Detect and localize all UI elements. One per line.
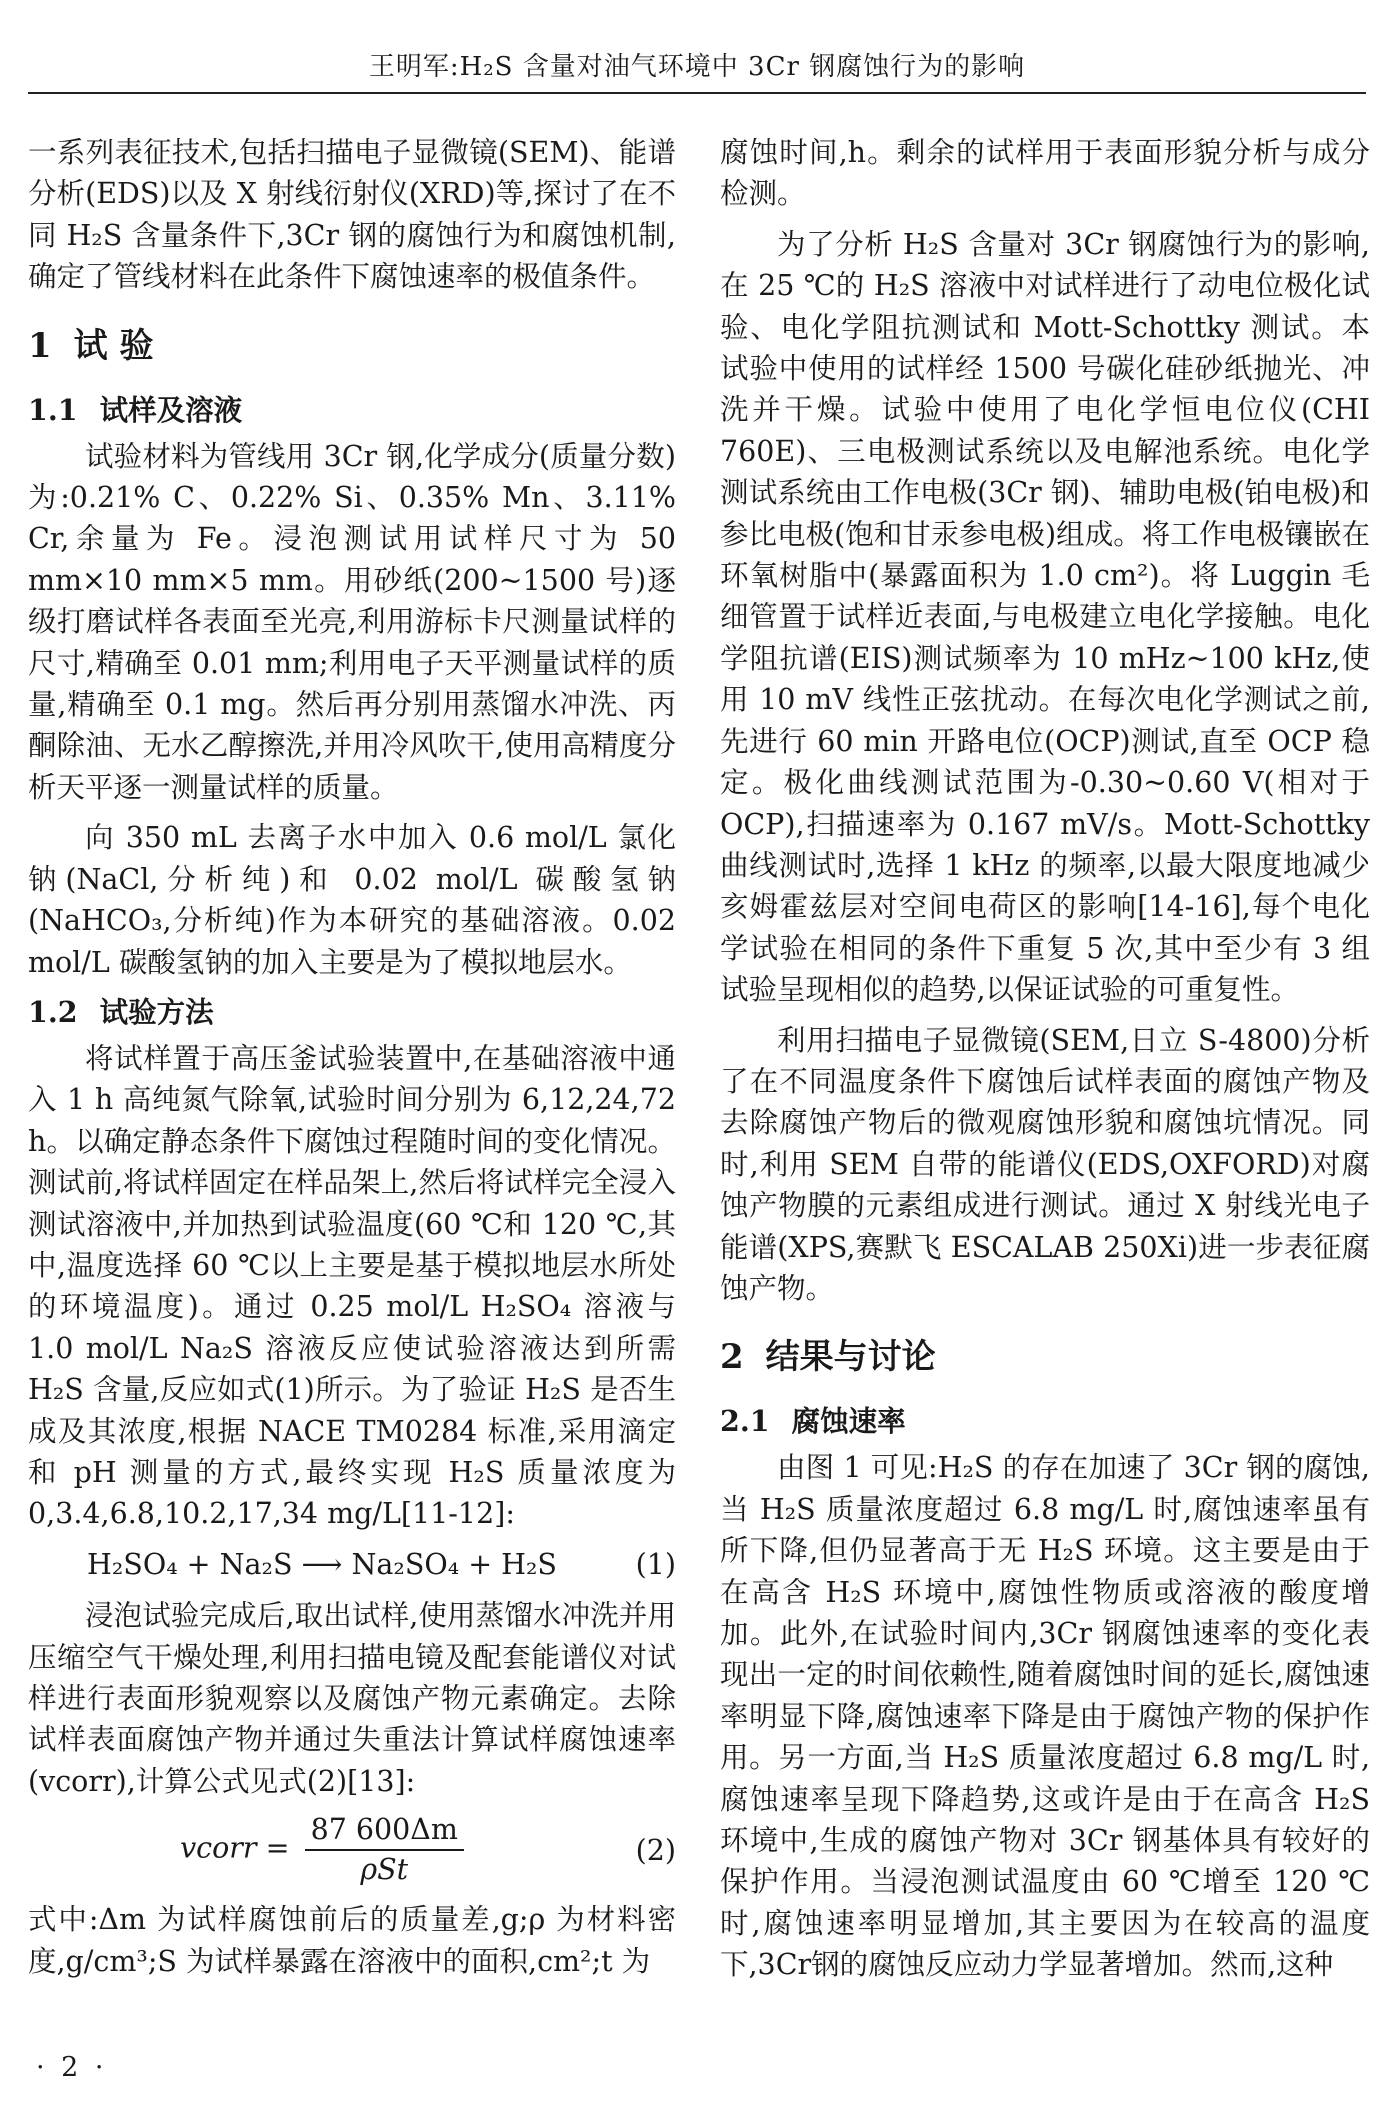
running-title: 王明军:H₂S 含量对油气环境中 3Cr 钢腐蚀行为的影响 xyxy=(368,52,1026,82)
paragraph: 将试样置于高压釜试验装置中,在基础溶液中通入 1 h 高纯氮气除氧,试验时间分别为 6,12,24,72 h。以确定静态条件下腐蚀过程随时间的变化情况。测试前,将试样固定在样品架上,然后将试样完全浸入测试溶液中,并加热到试验温度(60 ℃和 120 ℃,其中,温度选择 60 ℃以上主要是基于模拟地层水所处的环境温度)。通过 0.25 mol/L H₂SO₄ 溶液与 1.0 mol/L Na₂S 溶液反应使试验溶液达到所需 H₂S 含量,反应如式(1)所示。为了验证 H₂S 是否生成及其浓度,根据 NACE TM0284 标准,采用滴定和 pH 测量的方式,最终实现 H₂S 质量浓度为 0,3.4,6.8,10.2,17,34 mg/L[11-12]: xyxy=(28,1041,676,1531)
fraction-denominator: ρSt xyxy=(360,1853,409,1887)
subsection-title: 腐蚀速率 xyxy=(791,1404,906,1439)
subsection-1-1-heading xyxy=(28,390,676,430)
left-column xyxy=(28,132,676,1991)
fraction-numerator: 87 600Δm xyxy=(305,1811,464,1851)
section-title: 结果与讨论 xyxy=(765,1337,936,1378)
subsection-title: 试验方法 xyxy=(99,994,214,1029)
section-number: 1 xyxy=(28,325,52,366)
equation-number: (1) xyxy=(635,1547,676,1581)
subsection-number: 1.1 xyxy=(28,392,78,427)
paragraph: 利用扫描电子显微镜(SEM,日立 S-4800)分析了在不同温度条件下腐蚀后试样表面的腐蚀产物及去除腐蚀产物后的微观腐蚀形貌和腐蚀坑情况。同时,利用 SEM 自带的能谱仪(EDS,OXFORD)对腐蚀产物膜的元素组成进行测试。通过 X 射线光电子能谱(XPS,赛默飞 ESCALAB 250Xi)进一步表征腐蚀产物。 xyxy=(720,1023,1370,1305)
right-column xyxy=(720,132,1370,1995)
page-number: · 2 · xyxy=(36,2052,108,2083)
equation-body: H₂SO₄ + Na₂S ⟶ Na₂SO₄ + H₂S xyxy=(87,1547,557,1581)
subsection-title: 试样及溶液 xyxy=(99,392,243,427)
equation-2 xyxy=(28,1811,676,1889)
equation-lhs: vcorr = xyxy=(180,1831,290,1865)
intro-paragraph: 一系列表征技术,包括扫描电子显微镜(SEM)、能谱分析(EDS)以及 X 射线衍射仪(XRD)等,探讨了在不同 H₂S 含量条件下,3Cr 钢的腐蚀行为和腐蚀机制,确定了管线材料在此条件下腐蚀速率的极值条件。 xyxy=(28,136,676,294)
paragraph: 试验材料为管线用 3Cr 钢,化学成分(质量分数)为:0.21% C、0.22% Si、0.35% Mn、3.11% Cr,余量为 Fe。浸泡测试用试样尺寸为 50 mm×10 mm×5 mm。用砂纸(200~1500 号)逐级打磨试样各表面至光亮,利用游标卡尺测量试样的尺寸,精确至 0.01 mm;利用电子天平测量试样的质量,精确至 0.1 mg。然后再分别用蒸馏水冲洗、丙酮除油、无水乙醇擦洗,并用冷风吹干,使用高精度分析天平逐一测量试样的质量。 xyxy=(28,439,676,804)
paragraph: 为了分析 H₂S 含量对 3Cr 钢腐蚀行为的影响,在 25 ℃的 H₂S 溶液中对试样进行了动电位极化试验、电化学阻抗测试和 Mott-Schottky 测试。本试验中使用的试样经 1500 号碳化硅砂纸抛光、冲洗并干燥。试验中使用了电化学恒电位仪(CHI 760E)、三电极测试系统以及电解池系统。电化学测试系统由工作电极(3Cr 钢)、辅助电极(铂电极)和参比电极(饱和甘汞参电极)组成。将工作电极镶嵌在环氧树脂中(暴露面积为 1.0 cm²)。将 Luggin 毛细管置于试样近表面,与电极建立电化学接触。电化学阻抗谱(EIS)测试频率为 10 mHz~100 kHz,使用 10 mV 线性正弦扰动。在每次电化学测试之前,先进行 60 min 开路电位(OCP)测试,直至 OCP 稳定。极化曲线测试范围为-0.30~0.60 V(相对于 OCP),扫描速率为 0.167 mV/s。Mott-Schottky 曲线测试时,选择 1 kHz 的频率,以最大限度地减少亥姆霍兹层对空间电荷区的影响[14-16],每个电化学试验在相同的条件下重复 5 次,其中至少有 3 组试验呈现相似的趋势,以保证试验的可重复性。 xyxy=(720,227,1370,1007)
subsection-2-1-heading xyxy=(720,1401,1370,1441)
equation-body xyxy=(28,1811,616,1889)
paragraph: 浸泡试验完成后,取出试样,使用蒸馏水冲洗并用压缩空气干燥处理,利用扫描电镜及配套能谱仪对试样进行表面形貌观察以及腐蚀产物元素确定。去除试样表面腐蚀产物并通过失重法计算试样腐蚀速率(vcorr),计算公式见式(2)[13]: xyxy=(28,1599,676,1798)
equation-fraction xyxy=(305,1811,464,1889)
equation-1 xyxy=(28,1544,676,1585)
paragraph: 由图 1 可见:H₂S 的存在加速了 3Cr 钢的腐蚀,当 H₂S 质量浓度超过 6.8 mg/L 时,腐蚀速率虽有所下降,但仍显著高于无 H₂S 环境。这主要是由于在高含 H₂S 环境中,腐蚀性物质或溶液的酸度增加。此外,在试验时间内,3Cr 钢腐蚀速率的变化表现出一定的时间依赖性,随着腐蚀时间的延长,腐蚀速率明显下降,腐蚀速率下降是由于腐蚀产物的保护作用。另一方面,当 H₂S 质量浓度超过 6.8 mg/L 时,腐蚀速率呈现下降趋势,这或许是由于在高含 H₂S 环境中,生成的腐蚀产物对 3Cr 钢基体具有较好的保护作用。当浸泡测试温度由 60 ℃增至 120 ℃时,腐蚀速率明显增加,其主要因为在较高的温度下,3Cr钢的腐蚀反应动力学显著增加。然而,这种 xyxy=(720,1451,1370,1982)
subsection-number: 2.1 xyxy=(720,1404,770,1439)
section-number: 2 xyxy=(720,1337,744,1378)
paragraph: 腐蚀时间,h。剩余的试样用于表面形貌分析与成分检测。 xyxy=(720,136,1370,211)
subsection-1-2-heading xyxy=(28,992,676,1032)
paragraph: 向 350 mL 去离子水中加入 0.6 mol/L 氯化钠(NaCl,分析纯)和 0.02 mol/L 碳酸氢钠(NaHCO₃,分析纯)作为本研究的基础溶液。0.02 mol/L 碳酸氢钠的加入主要是为了模拟地层水。 xyxy=(28,821,676,979)
equation-number: (2) xyxy=(635,1833,676,1867)
section-title: 试 验 xyxy=(73,325,154,366)
paragraph: 式中:Δm 为试样腐蚀前后的质量差,g;ρ 为材料密度,g/cm³;S 为试样暴露在溶液中的面积,cm²;t 为 xyxy=(28,1903,676,1978)
section-1-heading xyxy=(28,324,676,368)
header-rule xyxy=(28,92,1366,94)
section-2-heading xyxy=(720,1335,1370,1379)
subsection-number: 1.2 xyxy=(28,994,78,1029)
